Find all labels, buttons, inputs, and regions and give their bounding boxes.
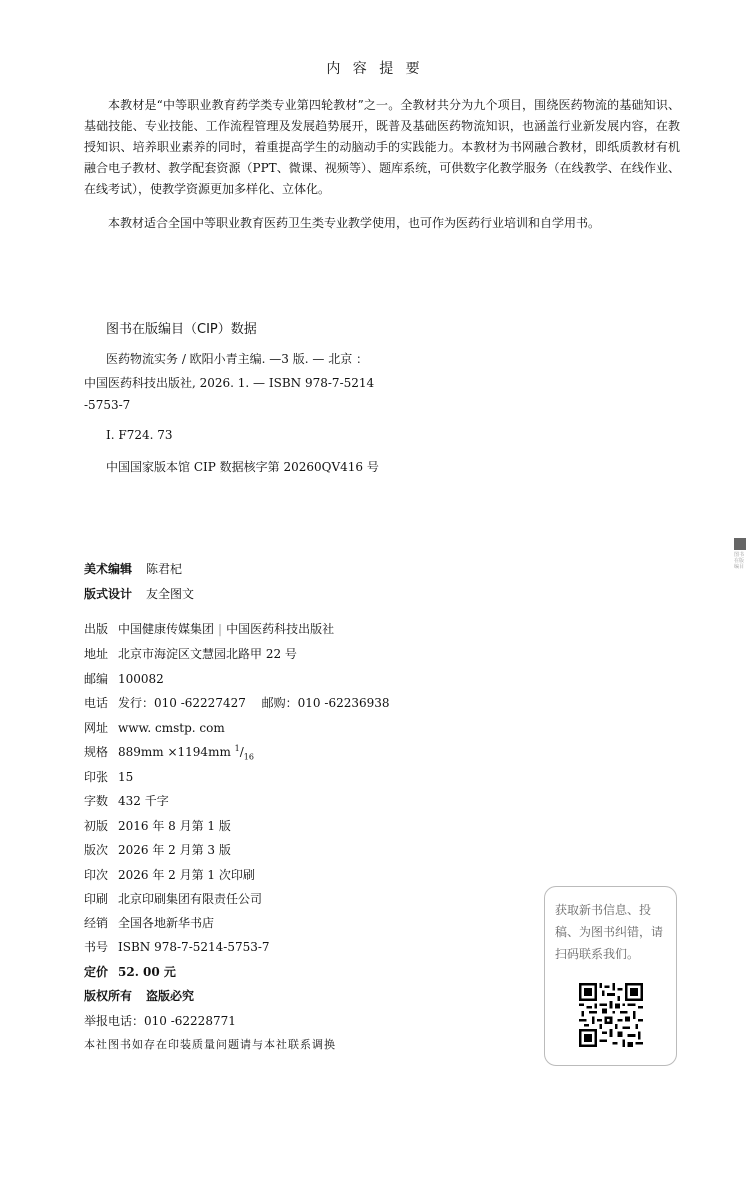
info-label: 邮编 xyxy=(84,672,109,686)
summary-paragraph-2: 本教材适合全国中等职业教育医药卫生类专业教学使用，也可作为医药行业培训和自学用书。 xyxy=(108,216,601,230)
qr-contact-box xyxy=(544,886,677,1066)
cip-line-3: -5753-7 xyxy=(84,398,131,412)
cip-record-number: 中国国家版本馆 CIP 数据核字第 20260QV416 号 xyxy=(106,460,379,474)
info-value: 100082 xyxy=(118,672,164,686)
info-value-2: 中国医药科技出版社 xyxy=(226,622,335,636)
info-label: 经销 xyxy=(84,916,109,930)
info-value: 2026 年 2 月第 1 次印刷 xyxy=(118,868,255,882)
info-row-website xyxy=(84,719,225,736)
info-row-publisher xyxy=(84,620,334,637)
cip-line-1: 医药物流实务 / 欧阳小青主编. —3 版. — 北京 ： xyxy=(106,352,369,366)
info-label: 规格 xyxy=(84,745,109,759)
copyright-text: 版权所有 xyxy=(84,989,133,1003)
info-label: 字数 xyxy=(84,794,109,808)
info-value: 889mm ×1194mm $^1/_{16}$ xyxy=(118,744,254,762)
format-numerator: 1 xyxy=(234,744,240,753)
copyright-notice xyxy=(84,987,194,1004)
cip-classification: Ⅰ. F724. 73 xyxy=(106,428,173,442)
staff-label: 版式设计 xyxy=(84,587,133,601)
info-value: 52. 00 元 xyxy=(118,965,176,979)
info-label: 印次 xyxy=(84,868,109,882)
staff-value: 陈君杞 xyxy=(146,562,183,576)
info-label: 定价 xyxy=(84,965,109,979)
info-row-first-edition xyxy=(84,817,231,834)
info-value: 中国健康传媒集团 xyxy=(118,622,215,636)
info-value: 全国各地新华书店 xyxy=(118,916,215,930)
info-label: 出版 xyxy=(84,622,109,636)
info-row-postcode xyxy=(84,670,164,687)
info-row-address xyxy=(84,645,297,662)
edge-mark-block xyxy=(734,538,746,550)
info-value: 发行：010 -62227427 邮购：010 -62236938 xyxy=(118,696,390,710)
info-row-edition xyxy=(84,841,231,858)
cip-heading: 图书在版编目（CIP）数据 xyxy=(106,322,257,337)
info-value: 15 xyxy=(118,770,134,784)
format-denominator: 16 xyxy=(243,752,254,762)
info-value: 432 千字 xyxy=(118,794,169,808)
info-value: ISBN 978-7-5214-5753-7 xyxy=(118,940,270,954)
info-value: 北京市海淀区文慧园北路甲 22 号 xyxy=(118,647,297,661)
info-row-sheets xyxy=(84,768,133,785)
report-phone: 举报电话：010 -62228771 xyxy=(84,1014,236,1028)
info-row-price xyxy=(84,963,176,980)
info-label: 网址 xyxy=(84,721,109,735)
staff-row-layout-design xyxy=(84,585,194,602)
summary-paragraph-1: 本教材是“中等职业教育药学类专业第四轮教材”之一。全教材共分为九个项目，围绕医药物流的基础知识、基础技能、专业技能、工作流程管理及发展趋势展开，既普及基础医药物流知识，也涵盖行业新发展内容，在教授知识、培养职业素养的同时，着重提高学生的动脑动手的实践能力。本教材为书网融合教材，即纸质教材有机融合电子教材、教学配套资源（PPT、微课、视频等）、题库系统，可供数字化教学服务（在线教学、在线作业、在线考试），使教学资源更加多样化、立体化。 xyxy=(84,98,680,196)
info-row-phone xyxy=(84,694,390,711)
info-label: 印刷 xyxy=(84,892,109,906)
cip-line-2: 中国医药科技出版社, 2026. 1. — ISBN 978-7-5214 xyxy=(84,376,375,390)
separator: | xyxy=(218,622,223,636)
info-label: 地址 xyxy=(84,647,109,661)
piracy-text: 盗版必究 xyxy=(146,989,195,1003)
info-row-format xyxy=(84,743,254,761)
qr-caption: 获取新书信息、投稿、为图书纠错，请扫码联系我们。 xyxy=(555,903,664,961)
info-value: 2026 年 2 月第 3 版 xyxy=(118,843,231,857)
edge-mark-text: 图书在版编目 xyxy=(734,552,745,570)
info-label: 印张 xyxy=(84,770,109,784)
side-edge-mark xyxy=(734,538,748,568)
info-row-word-count xyxy=(84,792,169,809)
info-row-distributor xyxy=(84,914,214,931)
format-size: 889mm ×1194mm xyxy=(118,745,231,759)
info-label: 初版 xyxy=(84,819,109,833)
info-label: 电话 xyxy=(84,696,109,710)
info-label: 书号 xyxy=(84,940,109,954)
info-label: 版次 xyxy=(84,843,109,857)
page-title: 内 容 提 要 xyxy=(326,61,424,77)
info-row-printer xyxy=(84,890,262,907)
staff-value: 友全图文 xyxy=(146,587,195,601)
info-row-isbn xyxy=(84,938,270,955)
info-value: 北京印刷集团有限责任公司 xyxy=(118,892,263,906)
info-row-impression xyxy=(84,866,255,883)
info-value: www. cmstp. com xyxy=(118,721,225,735)
staff-label: 美术编辑 xyxy=(84,562,133,576)
staff-row-art-editor xyxy=(84,560,182,577)
quality-notice: 本社图书如存在印装质量问题请与本社联系调换 xyxy=(84,1038,336,1051)
info-value: 2016 年 8 月第 1 版 xyxy=(118,819,231,833)
qr-code-icon[interactable] xyxy=(579,979,643,1051)
